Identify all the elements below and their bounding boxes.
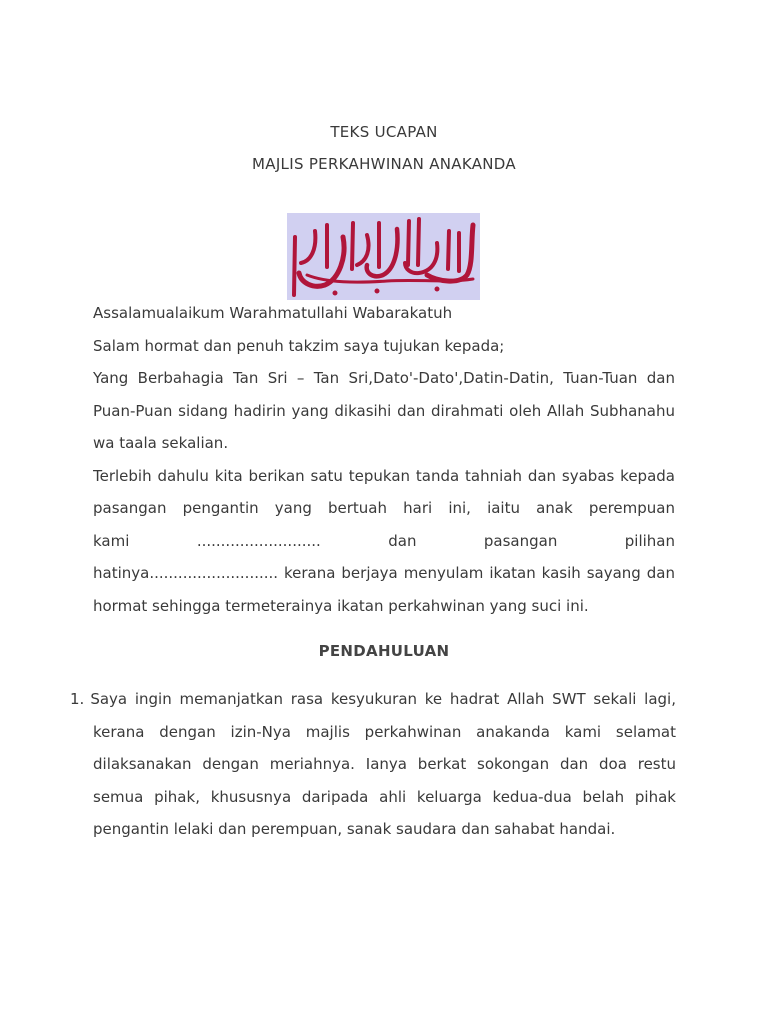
paragraph-line: dilaksanakan dengan meriahnya. Ianya berkat sokongan dan doa restu: [93, 755, 676, 773]
paragraph-line: Terlebih dahulu kita berikan satu tepukan tanda tahniah dan syabas kepada: [93, 466, 675, 485]
paragraph-line: pengantin lelaki dan perempuan, sanak saudara dan sahabat handai.: [93, 820, 616, 838]
paragraph-line: kerana dengan izin-Nya majlis perkahwinan anakanda kami selamat: [93, 722, 676, 741]
greeting-line: Assalamualaikum Warahmatullahi Wabarakatuh: [93, 304, 453, 322]
numbered-continuation: [70, 716, 676, 846]
paragraph-line: hormat sehingga termeterainya ikatan perkahwinan yang suci ini.: [93, 596, 589, 615]
paragraph-line: Saya ingin memanjatkan rasa kesyukuran ke hadrat Allah SWT sekali lagi,: [90, 690, 676, 708]
paragraph-line: hatinya........................... kerana berjaya menyulam ikatan kasih sayang dan: [93, 564, 675, 582]
salutation-line: Salam hormat dan penuh takzim saya tujukan kepada;: [93, 336, 505, 355]
document-subtitle: MAJLIS PERKAHWINAN ANAKANDA: [252, 155, 516, 173]
basmalah-calligraphy-art: [287, 213, 480, 300]
paragraph-line: wa taala sekalian.: [93, 434, 229, 452]
paragraph-line: Puan-Puan sidang hadirin yang dikasihi dan dirahmati oleh Allah Subhanahu: [93, 401, 675, 420]
numbered-first-line: [70, 683, 676, 716]
opening-paragraphs: [93, 297, 675, 622]
basmalah-calligraphy-image: [287, 213, 480, 300]
paragraph-line: semua pihak, khususnya daripada ahli keluarga kedua-dua belah pihak: [93, 787, 676, 806]
numbered-paragraph: [70, 683, 676, 846]
paragraph-line: Yang Berbahagia Tan Sri – Tan Sri,Dato'-Dato',Datin-Datin, Tuan-Tuan dan: [93, 369, 675, 387]
section-heading: PENDAHULUAN: [318, 642, 450, 660]
paragraph-line: kami .......................... dan pasangan pilihan: [93, 531, 675, 550]
document-title: TEKS UCAPAN: [330, 123, 438, 141]
item-number: 1.: [70, 690, 85, 708]
paragraph-line: pasangan pengantin yang bertuah hari ini, iaitu anak perempuan: [93, 499, 675, 517]
